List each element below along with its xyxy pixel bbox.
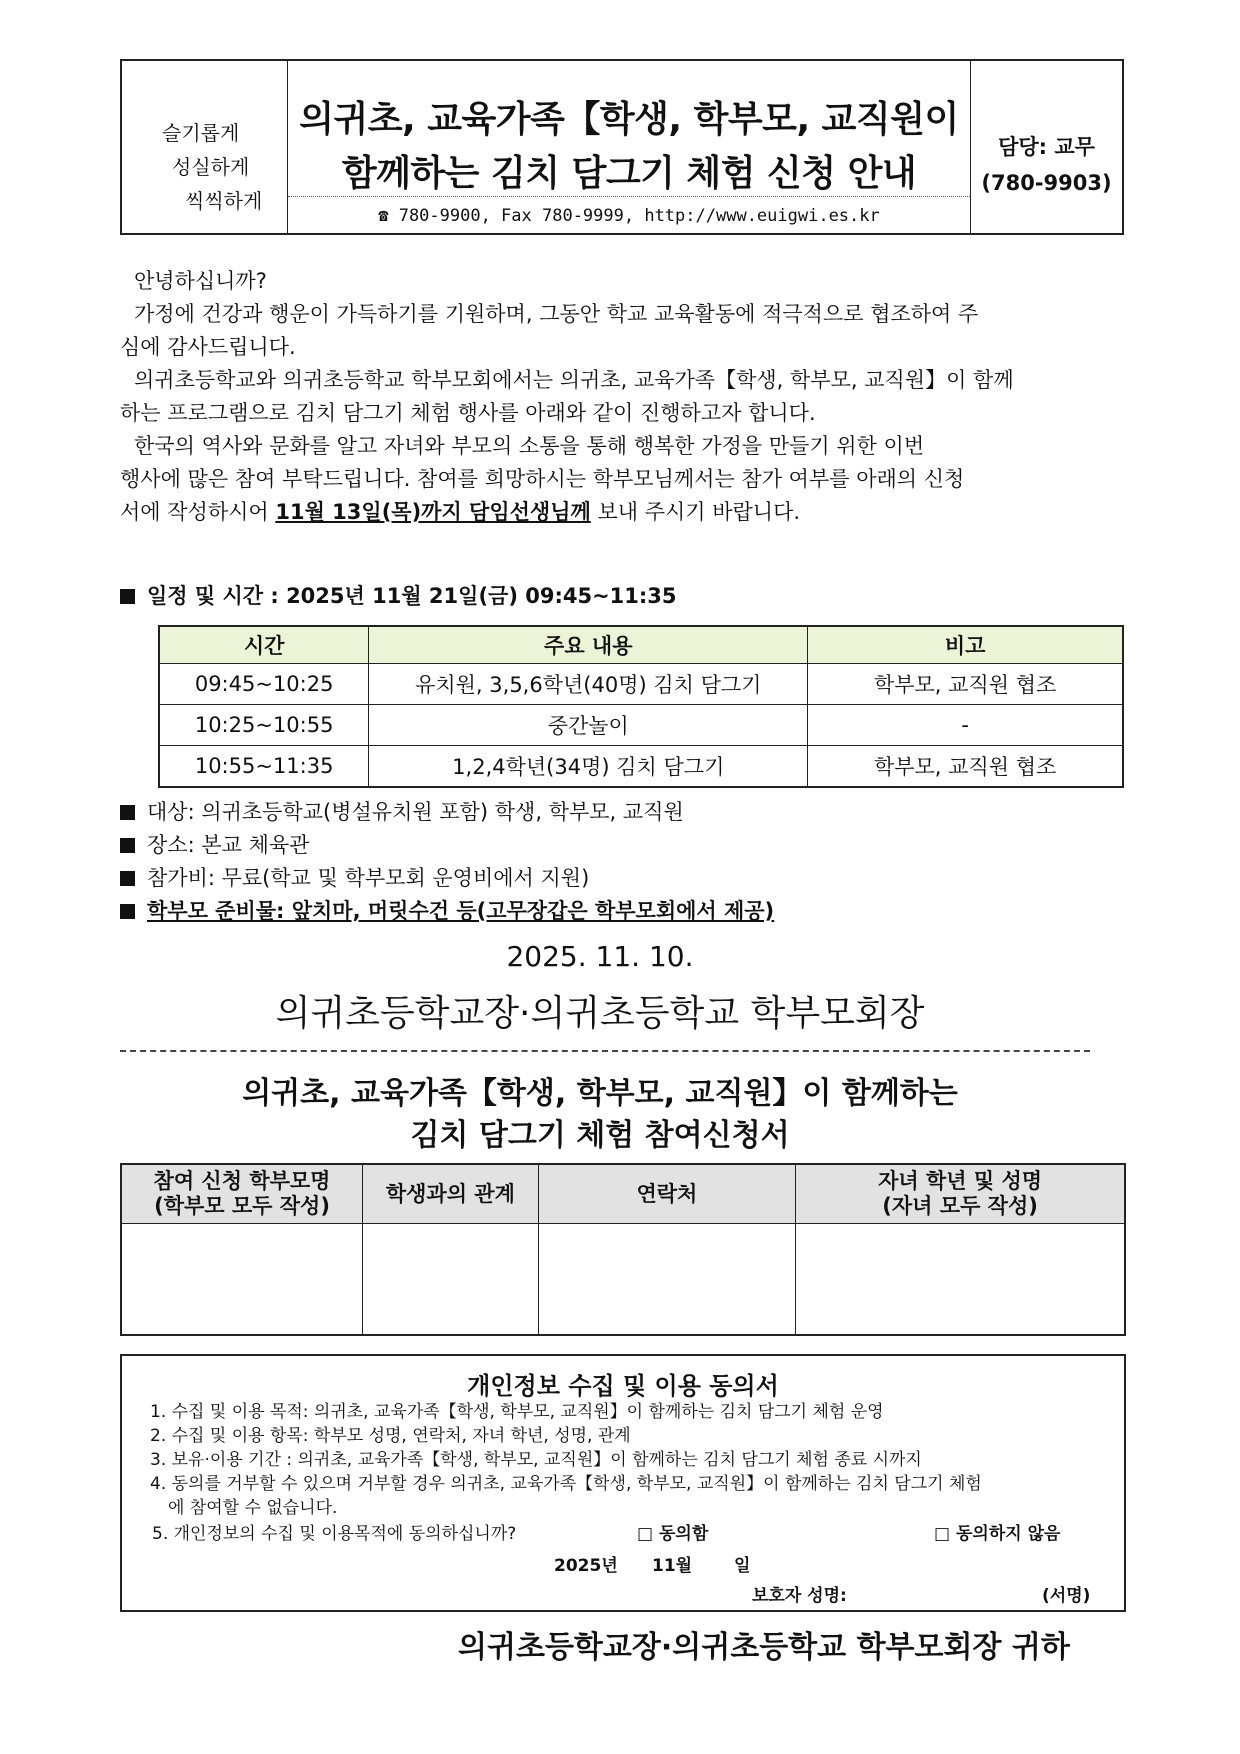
square-bullet-icon [120, 805, 135, 820]
relation-field[interactable] [363, 1224, 539, 1336]
detail-fee [120, 862, 589, 895]
guardian-label: 보호자 성명: [752, 1586, 847, 1606]
intro-line: 의귀초등학교와 의귀초등학교 학부모회에서는 의귀초, 교육가족【학생, 학부모, 교직원】이 함께 [134, 368, 1014, 392]
application-table [120, 1163, 1126, 1336]
recipient: 의귀초등학교장·의귀초등학교 학부모회장 귀하 [458, 1630, 1070, 1665]
cut-line [120, 1050, 1090, 1052]
form-title-line1 [0, 1068, 1240, 1112]
form-title-line2 [0, 1110, 1240, 1154]
intro-line: 심에 감사드립니다. [120, 335, 296, 359]
intro-last-prefix: 서에 작성하시어 [120, 500, 276, 524]
table-row [159, 664, 1123, 705]
detail-text: 참가비: 무료(학교 및 학부모회 운영비에서 지원) [147, 866, 590, 890]
consent-item: 에 참여할 수 없습니다. [168, 1498, 338, 1518]
consent-item: 1. 수집 및 이용 목적: 의귀초, 교육가족【학생, 학부모, 교직원】이 함께하는 김치 담그기 체험 운영 [150, 1402, 884, 1422]
detail-supplies [120, 895, 774, 928]
charge-phone: (780-9903) [981, 171, 1112, 195]
motto-line: 씩씩하게 [185, 189, 263, 213]
detail-place [120, 829, 309, 862]
form-title-text: 의귀초, 교육가족【학생, 학부모, 교직원】이 함께하는 [242, 1076, 958, 1111]
school-motto [122, 61, 288, 233]
square-bullet-icon [120, 904, 135, 919]
motto-line: 슬기롭게 [162, 121, 240, 145]
issuer [0, 985, 1240, 1036]
header-line: (자녀 모두 작성) [882, 1194, 1038, 1218]
consent-item: 2. 수집 및 이용 항목: 학부모 성명, 연락처, 자녀 학년, 성명, 관계 [150, 1426, 631, 1446]
column-header-relation: 학생과의 관계 [363, 1164, 539, 1224]
column-header-parent [121, 1164, 363, 1224]
detail-text: 학부모 준비물: 앞치마, 머릿수건 등(고무장갑은 학부모회에서 제공) [147, 899, 775, 923]
detail-target [120, 796, 684, 829]
square-bullet-icon [120, 871, 135, 886]
schedule-heading [120, 580, 677, 613]
table-cell: 학부모, 교직원 협조 [808, 664, 1123, 705]
header-line: 참여 신청 학부모명 [153, 1169, 331, 1193]
person-in-charge [971, 61, 1122, 233]
table-cell: 10:55~11:35 [159, 746, 369, 788]
header-box [120, 59, 1124, 235]
table-cell: 10:25~10:55 [159, 705, 369, 746]
square-bullet-icon [120, 589, 135, 604]
school-contact: ☎ 780-9900, Fax 780-9999, http://www.euigwi.es.kr [288, 196, 970, 234]
issuer-text: 의귀초등학교장·의귀초등학교 학부모회장 [275, 993, 925, 1034]
column-header-child [796, 1164, 1125, 1224]
disagree-checkbox[interactable]: □ 동의하지 않음 [934, 1524, 1061, 1544]
parent-name-field[interactable] [121, 1224, 363, 1336]
page-title-line1: 의귀초, 교육가족【학생, 학부모, 교직원이 [299, 99, 959, 140]
table-header-row [121, 1164, 1125, 1224]
consent-item: 3. 보유·이용 기간 : 의귀초, 교육가족【학생, 학부모, 교직원】이 함께하는 김치 담그기 체험 종료 시까지 [150, 1450, 922, 1470]
square-bullet-icon [120, 838, 135, 853]
column-header-contact: 연락처 [538, 1164, 795, 1224]
table-cell: - [808, 705, 1123, 746]
intro-line: 행사에 많은 참여 부탁드립니다. 참여를 희망하시는 학부모님께서는 참가 여부를 아래의 신청 [120, 467, 965, 491]
column-header: 주요 내용 [369, 626, 808, 664]
header-line: (학부모 모두 작성) [154, 1194, 330, 1218]
table-cell: 09:45~10:25 [159, 664, 369, 705]
title-cell [288, 61, 971, 233]
table-cell: 중간놀이 [369, 705, 808, 746]
table-row [121, 1224, 1125, 1336]
header-line: 자녀 학년 및 성명 [878, 1169, 1043, 1193]
signature-label: (서명) [1042, 1586, 1091, 1606]
deadline-emphasis: 11월 13일(목)까지 담임선생님께 [275, 500, 591, 524]
intro-line-last [120, 496, 800, 529]
schedule-heading-text: 일정 및 시간 : 2025년 11월 21일(금) 09:45~11:35 [147, 584, 677, 608]
column-header: 비고 [808, 626, 1123, 664]
page-title-line2: 함께하는 김치 담그기 체험 신청 안내 [341, 153, 917, 194]
date-day: 일 [734, 1556, 751, 1576]
table-cell: 학부모, 교직원 협조 [808, 746, 1123, 788]
agree-checkbox[interactable]: □ 동의함 [637, 1524, 709, 1544]
table-cell: 1,2,4학년(34명) 김치 담그기 [369, 746, 808, 788]
greeting: 안녕하십니까? [134, 269, 267, 293]
intro-line: 한국의 역사와 문화를 알고 자녀와 부모의 소통을 통해 행복한 가정을 만들기 위한 이번 [134, 434, 925, 458]
intro-line: 가정에 건강과 행운이 가득하기를 기원하며, 그동안 학교 교육활동에 적극적으로 협조하여 주 [134, 302, 979, 326]
table-cell: 유치원, 3,5,6학년(40명) 김치 담그기 [369, 664, 808, 705]
table-row [159, 746, 1123, 788]
date-month: 11월 [652, 1556, 693, 1576]
form-title-text: 김치 담그기 체험 참여신청서 [410, 1118, 790, 1153]
table-row [159, 705, 1123, 746]
child-info-field[interactable] [796, 1224, 1125, 1336]
intro-last-suffix: 보내 주시기 바랍니다. [590, 500, 801, 524]
date-year: 2025년 [554, 1556, 618, 1576]
consent-question: 5. 개인정보의 수집 및 이용목적에 동의하십니까? [152, 1524, 517, 1544]
schedule-table [158, 625, 1124, 788]
consent-box [120, 1354, 1126, 1612]
consent-title: 개인정보 수집 및 이용 동의서 [467, 1372, 779, 1400]
table-header-row [159, 626, 1123, 664]
charge-label: 담당: 교무 [998, 135, 1095, 159]
detail-text: 대상: 의귀초등학교(병설유치원 포함) 학생, 학부모, 교직원 [147, 800, 684, 824]
intro-line: 하는 프로그램으로 김치 담그기 체험 행사를 아래와 같이 진행하고자 합니다. [120, 401, 816, 425]
issue-date [0, 940, 1240, 973]
consent-item: 4. 동의를 거부할 수 있으며 거부할 경우 의귀초, 교육가족【학생, 학부모, 교직원】이 함께하는 김치 담그기 체험 [150, 1474, 982, 1494]
motto-line: 성실하게 [172, 155, 250, 179]
issue-date-text: 2025. 11. 10. [506, 940, 694, 973]
column-header: 시간 [159, 626, 369, 664]
detail-text: 장소: 본교 체육관 [147, 833, 310, 857]
contact-field[interactable] [538, 1224, 795, 1336]
